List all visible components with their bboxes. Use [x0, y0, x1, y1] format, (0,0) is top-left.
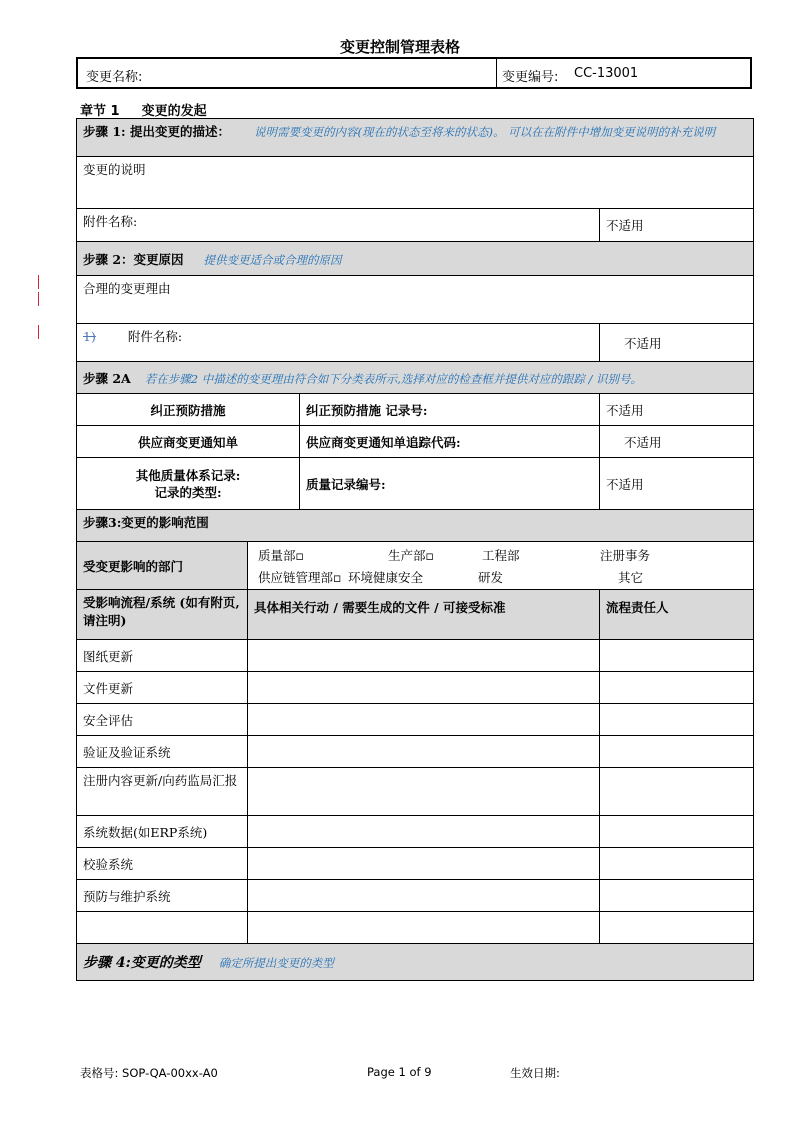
page-number: Page 1 of 9 — [367, 1065, 432, 1079]
dept-option[interactable]: 研发 — [478, 570, 504, 585]
step4-header-row — [77, 944, 754, 981]
impact-item: 校验系统 — [77, 848, 248, 880]
impact-owner-cell[interactable] — [600, 640, 754, 672]
change-description-field[interactable] — [77, 157, 754, 209]
record-row — [77, 458, 754, 510]
departments-row — [77, 542, 754, 590]
dept-option[interactable]: 工程部 — [482, 548, 520, 563]
form-number: 表格号: SOP-QA-00xx-A0 — [80, 1066, 218, 1080]
dept-option[interactable]: 供应链管理部▫ — [258, 570, 342, 585]
step1-attachment-value: 不适用 — [600, 209, 754, 242]
step2-reason-row — [77, 276, 754, 324]
step2-header-row — [77, 242, 754, 276]
step4-hint: 确定所提出变更的类型 — [218, 956, 334, 970]
chapter-number: 章节 1 — [80, 104, 120, 119]
chapter-heading — [80, 100, 229, 119]
impact-item: 文件更新 — [77, 672, 248, 704]
step3-header: 步骤3:变更的影响范围 — [77, 510, 754, 542]
dept-option[interactable]: 环境健康安全 — [348, 570, 424, 585]
revision-mark — [38, 325, 39, 339]
record-value: 不适用 — [600, 394, 754, 426]
step2-label: 步骤 2：变更原因 — [83, 251, 184, 267]
impact-owner-cell[interactable] — [600, 768, 754, 816]
record-value: 不适用 — [600, 458, 754, 510]
step4-label: 步骤 4:变更的类型 — [83, 955, 201, 971]
attachment-label: 附件名称: — [127, 329, 183, 344]
step1-header-row — [77, 119, 754, 157]
impact-row — [77, 672, 754, 704]
change-control-table — [76, 118, 754, 981]
impact-row — [77, 704, 754, 736]
impact-row — [77, 736, 754, 768]
dept-option[interactable]: 注册事务 — [600, 548, 651, 563]
impact-owner-cell[interactable] — [600, 880, 754, 912]
step2a-header-row — [77, 362, 754, 394]
impact-action-cell[interactable] — [248, 768, 600, 816]
step2-hint: 提供变更适合或合理的原因 — [203, 252, 342, 267]
record-type: 纠正预防措施 — [77, 394, 300, 426]
header-box — [76, 57, 752, 89]
step2a-label: 步骤 2A — [83, 370, 131, 386]
record-field[interactable]: 质量记录编号: — [300, 458, 600, 510]
change-no-value: CC-13001 — [574, 66, 639, 81]
change-description-label: 变更的说明 — [83, 162, 146, 177]
record-value: 不适用 — [600, 426, 754, 458]
impact-owner-cell[interactable] — [600, 848, 754, 880]
impact-item: 验证及验证系统 — [77, 736, 248, 768]
impact-action-cell[interactable] — [248, 672, 600, 704]
step2-attachment-value: 不适用 — [600, 324, 754, 362]
step1-attachment-field[interactable] — [77, 209, 600, 242]
step2-attachment-field[interactable] — [77, 324, 600, 362]
impact-row — [77, 816, 754, 848]
chapter-title: 变更的发起 — [141, 104, 207, 119]
impact-owner-cell[interactable] — [600, 816, 754, 848]
record-row — [77, 426, 754, 458]
step2-header — [77, 242, 754, 276]
step2a-hint: 若在步骤2 中描述的变更理由符合如下分类表所示,选择对应的检查框并提供对应的跟踪 / 识别号。 — [144, 371, 643, 386]
dept-option[interactable]: 生产部▫ — [388, 548, 434, 563]
dept-option[interactable]: 质量部▫ — [258, 548, 304, 563]
impact-owner-cell[interactable] — [600, 736, 754, 768]
change-name-label: 变更名称: — [86, 70, 143, 85]
revision-mark — [38, 292, 39, 306]
impact-action-cell[interactable] — [248, 736, 600, 768]
impact-action-cell[interactable] — [248, 848, 600, 880]
impact-item: 预防与维护系统 — [77, 880, 248, 912]
header-divider — [496, 59, 497, 87]
impact-row — [77, 848, 754, 880]
col-header-action: 具体相关行动 / 需要生成的文件 / 可接受标准 — [248, 590, 600, 640]
col-header-process: 受影响流程/系统 (如有附页,请注明) — [77, 590, 248, 640]
impact-row — [77, 640, 754, 672]
departments-list — [248, 542, 754, 590]
impact-item: 注册内容更新/向药监局汇报 — [77, 768, 248, 816]
impact-action-cell[interactable] — [248, 704, 600, 736]
record-type: 其他质量体系记录: 记录的类型: — [77, 458, 300, 510]
change-reason-label: 合理的变更理由 — [83, 281, 171, 296]
record-type: 供应商变更通知单 — [77, 426, 300, 458]
impact-owner-cell[interactable] — [600, 672, 754, 704]
impact-item: 系统数据(如ERP系统) — [77, 816, 248, 848]
attachment-number: 1) — [83, 329, 96, 344]
col-header-owner: 流程责任人 — [600, 590, 754, 640]
effective-date-label: 生效日期: — [510, 1066, 560, 1080]
step3-header-row — [77, 510, 754, 542]
impact-owner-cell[interactable] — [600, 912, 754, 944]
step1-label: 步骤 1: 提出变更的描述： — [83, 124, 231, 139]
step1-hint: 说明需要变更的内容(现在的状态至将来的状态)。 可以在在附件中增加变更说明的补充说明 — [254, 125, 716, 139]
revision-mark — [38, 275, 39, 289]
step1-header — [77, 119, 754, 157]
change-no-label: 变更编号: — [502, 70, 559, 85]
step2-attach-row — [77, 324, 754, 362]
impact-action-cell[interactable] — [248, 816, 600, 848]
impact-header-row — [77, 590, 754, 640]
affected-departments-label: 受变更影响的部门 — [77, 542, 248, 590]
record-row — [77, 394, 754, 426]
change-reason-field[interactable] — [77, 276, 754, 324]
dept-option[interactable]: 其它 — [618, 570, 644, 585]
impact-action-cell[interactable] — [248, 912, 600, 944]
impact-row — [77, 912, 754, 944]
impact-row — [77, 768, 754, 816]
impact-item: 安全评估 — [77, 704, 248, 736]
impact-item: 图纸更新 — [77, 640, 248, 672]
form-title: 变更控制管理表格 — [339, 38, 460, 56]
step2a-header — [77, 362, 754, 394]
impact-row — [77, 880, 754, 912]
record-field[interactable]: 供应商变更通知单追踪代码: — [300, 426, 600, 458]
impact-item[interactable] — [77, 912, 248, 944]
impact-owner-cell[interactable] — [600, 704, 754, 736]
step1-attach-row — [77, 209, 754, 242]
impact-action-cell[interactable] — [248, 640, 600, 672]
impact-action-cell[interactable] — [248, 880, 600, 912]
record-field[interactable]: 纠正预防措施 记录号: — [300, 394, 600, 426]
step1-desc-row — [77, 157, 754, 209]
attachment-label: 附件名称: — [83, 214, 138, 229]
step4-header — [77, 944, 754, 981]
